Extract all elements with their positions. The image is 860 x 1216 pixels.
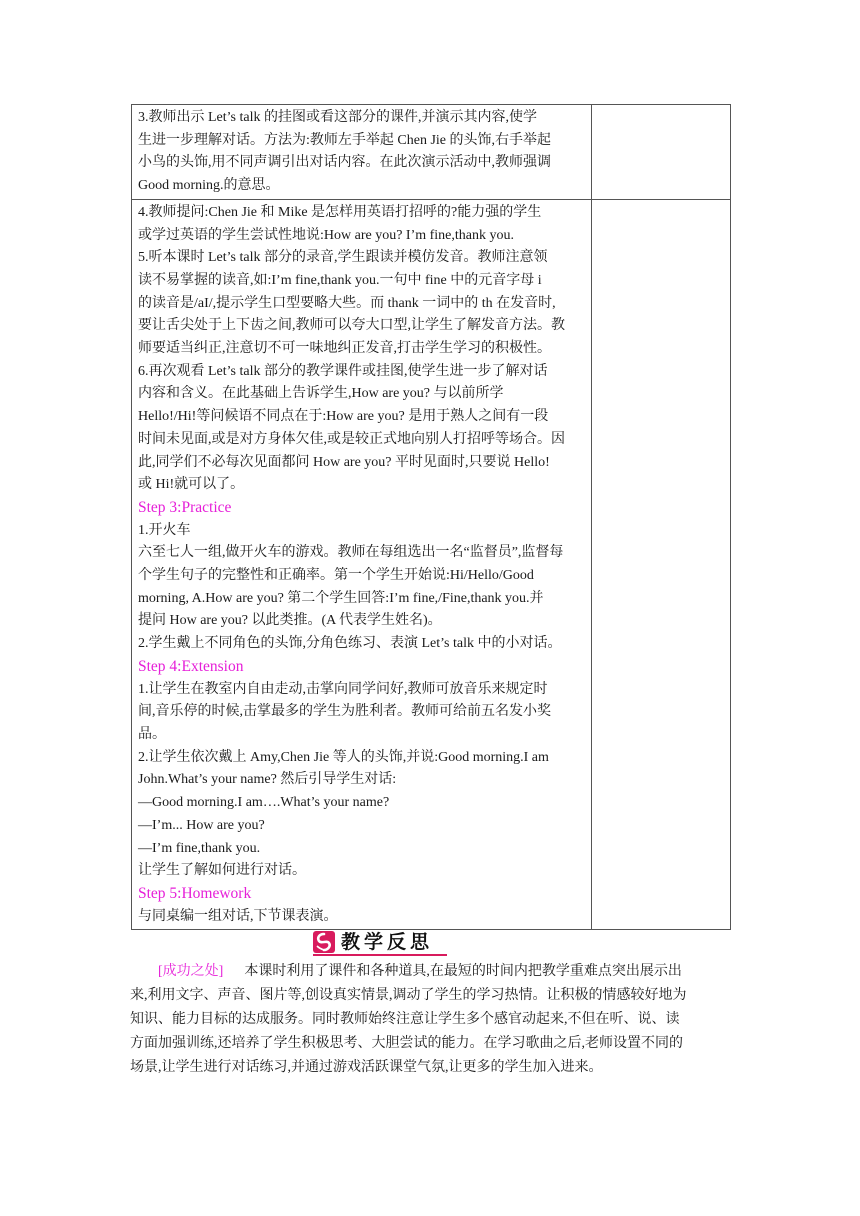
procedure-text <box>138 520 586 656</box>
text-line: 或 Hi!就可以了。 <box>138 477 245 493</box>
text-line: 方面加强训练,还培养了学生积极思考、大胆尝试的能力。在学习歌曲之后,老师设置不同的 <box>130 1036 683 1051</box>
text-line: 提问 How are you? 以此类推。(A 代表学生姓名)。 <box>138 613 442 629</box>
step-heading: Step 5:Homework <box>138 884 252 902</box>
text-line: 间,音乐停的时候,击掌最多的学生为胜利者。教师可给前五名发小奖 <box>138 704 551 720</box>
notes-cell <box>592 105 731 200</box>
text-line: 内容和含义。在此基础上告诉学生,How are you? 与以前所学 <box>138 386 504 402</box>
text-line: 让学生了解如何进行对话。 <box>138 863 306 879</box>
notes-cell <box>592 199 731 930</box>
text-line: 师要适当纠正,注意切不可一味地纠正发音,打击学生学习的积极性。 <box>138 341 551 357</box>
text-line: 3.教师出示 Let’s talk 的挂图或看这部分的课件,并演示其内容,使学 <box>138 110 537 125</box>
text-line: 与同桌编一组对话,下节课表演。 <box>138 908 338 924</box>
text-line: —I’m fine,thank you. <box>138 840 261 856</box>
text-line: 个学生句子的完整性和正确率。第一个学生开始说:Hi/Hello/Good <box>138 568 534 584</box>
title-underline <box>313 954 447 956</box>
procedure-cell <box>132 199 592 930</box>
text-line: —Good morning.I am….What’s your name? <box>138 795 390 811</box>
text-line: 时间未见面,或是对方身体欠佳,或是较正式地向别人打招呼等场合。因 <box>138 431 565 447</box>
table-row <box>132 105 731 200</box>
reflection-lines <box>130 984 734 1080</box>
text-line: 6.再次观看 Let’s talk 部分的教学课件或挂图,使学生进一步了解对话 <box>138 363 548 379</box>
procedure-text <box>138 906 586 929</box>
text-line: 要让舌尖处于上下齿之间,教师可以夸大口型,让学生了解发音方法。教 <box>138 318 565 334</box>
text-line: 1.开火车 <box>138 522 191 538</box>
text-line: 的读音是/aI/,提示学生口型要略大些。而 thank 一词中的 th 在发音时, <box>138 295 556 311</box>
text-line: 或学过英语的学生尝试性地说:How are you? I’m fine,thank you. <box>138 227 514 243</box>
text-line: 读不易掌握的读音,如:I’m fine,thank you.一句中 fine 中的元音字母 i <box>138 272 542 288</box>
text-line: 来,利用文字、声音、图片等,创设真实情景,调动了学生的学习热情。让积极的情感较好地为 <box>130 988 687 1003</box>
success-tag: [成功之处] <box>158 964 224 979</box>
text-line: 生进一步理解对话。方法为:教师左手举起 Chen Jie 的头饰,右手举起 <box>138 132 551 148</box>
text-line: 六至七人一组,做开火车的游戏。教师在每组选出一名“监督员”,监督每 <box>138 545 564 561</box>
table-row <box>132 199 731 930</box>
reflection-title: 教学反思 <box>341 931 434 953</box>
text-line: 小鸟的头饰,用不同声调引出对话内容。在此次演示活动中,教师强调 <box>138 155 551 171</box>
text-line: 2.学生戴上不同角色的头饰,分角色练习、表演 Let’s talk 中的小对话。 <box>138 636 562 652</box>
text-line: morning, A.How are you? 第二个学生回答:I’m fine,/Fine,thank you.并 <box>138 590 544 606</box>
procedure-text <box>138 202 586 497</box>
text-line: 品。 <box>138 726 166 742</box>
text-line: 4.教师提问:Chen Jie 和 Mike 是怎样用英语打招呼的?能力强的学生 <box>138 204 542 220</box>
procedure-text <box>138 107 586 198</box>
text-line: Good morning.的意思。 <box>138 178 280 194</box>
reflection-text: 本课时利用了课件和各种道具,在最短的时间内把教学重难点突出展示出 <box>244 964 682 979</box>
reflection-first-line <box>130 960 734 984</box>
text-line: 场景,让学生进行对话练习,并通过游戏活跃课堂气氛,让更多的学生加入进来。 <box>130 1060 603 1075</box>
text-line: 1.让学生在教室内自由走动,击掌向同学问好,教师可放音乐来规定时 <box>138 681 548 697</box>
reflection-body <box>130 960 734 1080</box>
text-line: 知识、能力目标的达成服务。同时教师始终注意让学生多个感官动起来,不但在听、说、读 <box>130 1012 680 1027</box>
text-line: John.What’s your name? 然后引导学生对话: <box>138 772 397 788</box>
text-line: 5.听本课时 Let’s talk 部分的录音,学生跟读并模仿发音。教师注意领 <box>138 250 548 266</box>
text-line: Hello!/Hi!等问候语不同点在于:How are you? 是用于熟人之间有一段 <box>138 409 549 425</box>
procedure-text <box>138 679 586 883</box>
step-heading: Step 4:Extension <box>138 657 244 675</box>
procedure-cell <box>132 105 592 200</box>
reflection-heading <box>313 929 447 955</box>
step-heading: Step 3:Practice <box>138 498 232 516</box>
swirl-logo-icon <box>313 931 335 953</box>
text-line: 此,同学们不必每次见面都问 How are you? 平时见面时,只要说 Hello! <box>138 454 550 470</box>
lesson-table <box>131 104 731 930</box>
text-line: —I’m... How are you? <box>138 817 265 833</box>
text-line: 2.让学生依次戴上 Amy,Chen Jie 等人的头饰,并说:Good morning.I am <box>138 749 549 765</box>
